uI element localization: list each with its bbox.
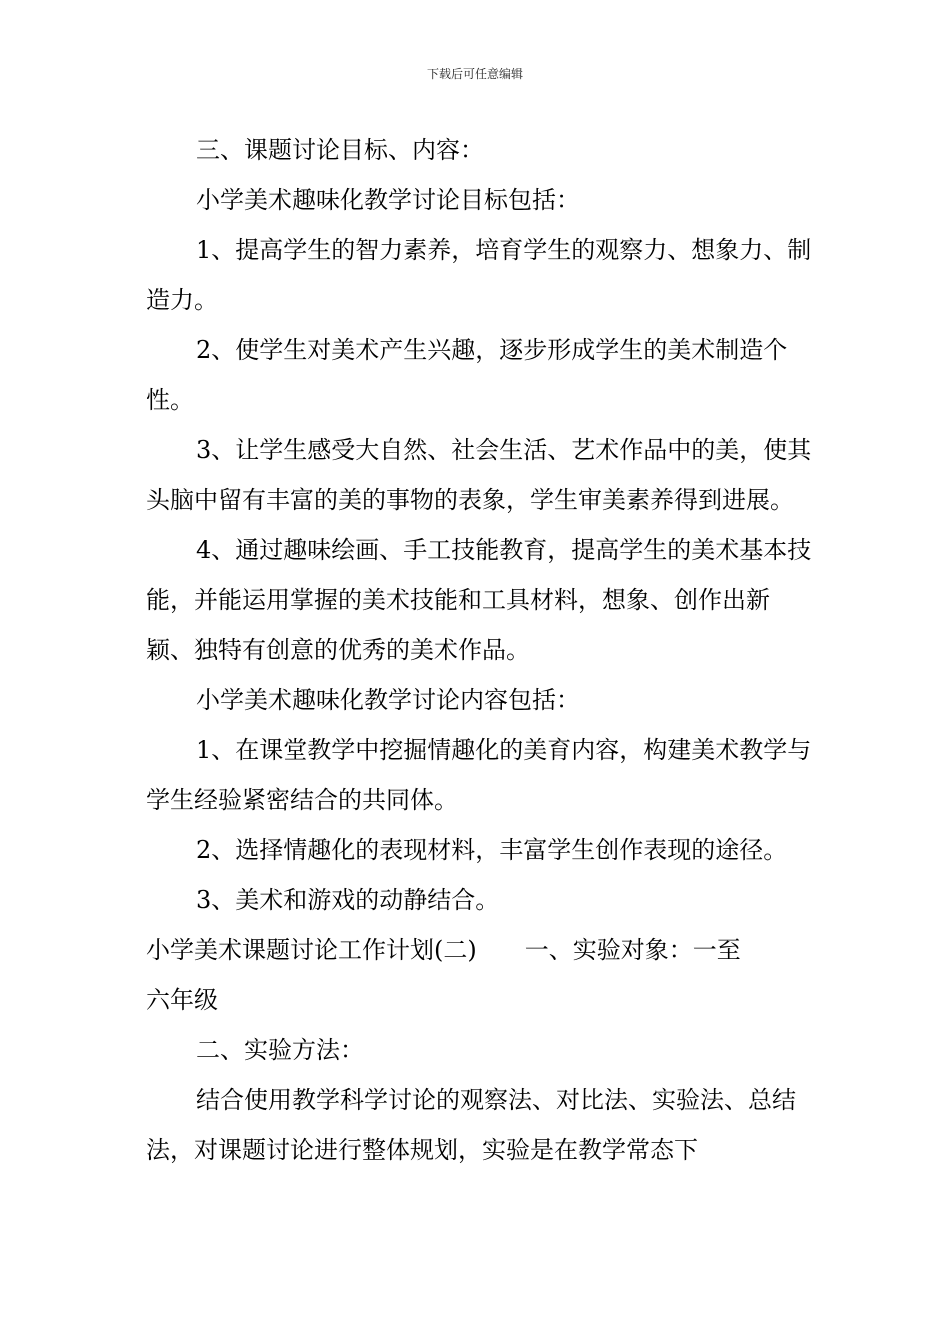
goal-item-1: 1、提高学生的智力素养，培育学生的观察力、想象力、制造力。 bbox=[146, 236, 812, 314]
content-intro: 小学美术趣味化教学讨论内容包括： bbox=[196, 686, 580, 714]
goal-item-3: 3、让学生感受大自然、社会生活、艺术作品中的美，使其头脑中留有丰富的美的事物的表象，学生审美素养得到进展。 bbox=[146, 436, 812, 514]
goal-item-4: 4、通过趣味绘画、手工技能教育，提高学生的美术基本技能，并能运用掌握的美术技能和工具材料，想象、创作出新颖、独特有创意的优秀的美术作品。 bbox=[146, 536, 812, 664]
page-header-note: 下载后可任意编辑 bbox=[426, 67, 523, 81]
section-two-heading bbox=[146, 925, 816, 975]
method-heading: 二、实验方法： bbox=[196, 1036, 364, 1064]
goal-item-2: 2、使学生对美术产生兴趣，逐步形成学生的美术制造个性。 bbox=[146, 336, 788, 414]
content-item-2: 2、选择情趣化的表现材料，丰富学生创作表现的途径。 bbox=[196, 836, 788, 864]
section-heading-goals: 三、课题讨论目标、内容： bbox=[196, 136, 484, 164]
experiment-subject-end: 六年级 bbox=[146, 986, 218, 1014]
goals-intro: 小学美术趣味化教学讨论目标包括： bbox=[196, 186, 580, 214]
content-item-3: 3、美术和游戏的动静结合。 bbox=[196, 886, 500, 914]
method-description: 结合使用教学科学讨论的观察法、对比法、实验法、总结法，对课题讨论进行整体规划，实验是在教学常态下 bbox=[146, 1086, 796, 1164]
content-item-1: 1、在课堂教学中挖掘情趣化的美育内容，构建美术教学与学生经验紧密结合的共同体。 bbox=[146, 736, 812, 814]
document-body bbox=[146, 125, 816, 1175]
experiment-subject-start: 一、实验对象：一至 bbox=[524, 936, 741, 964]
section-two-title: 小学美术课题讨论工作计划(二) bbox=[146, 936, 477, 964]
